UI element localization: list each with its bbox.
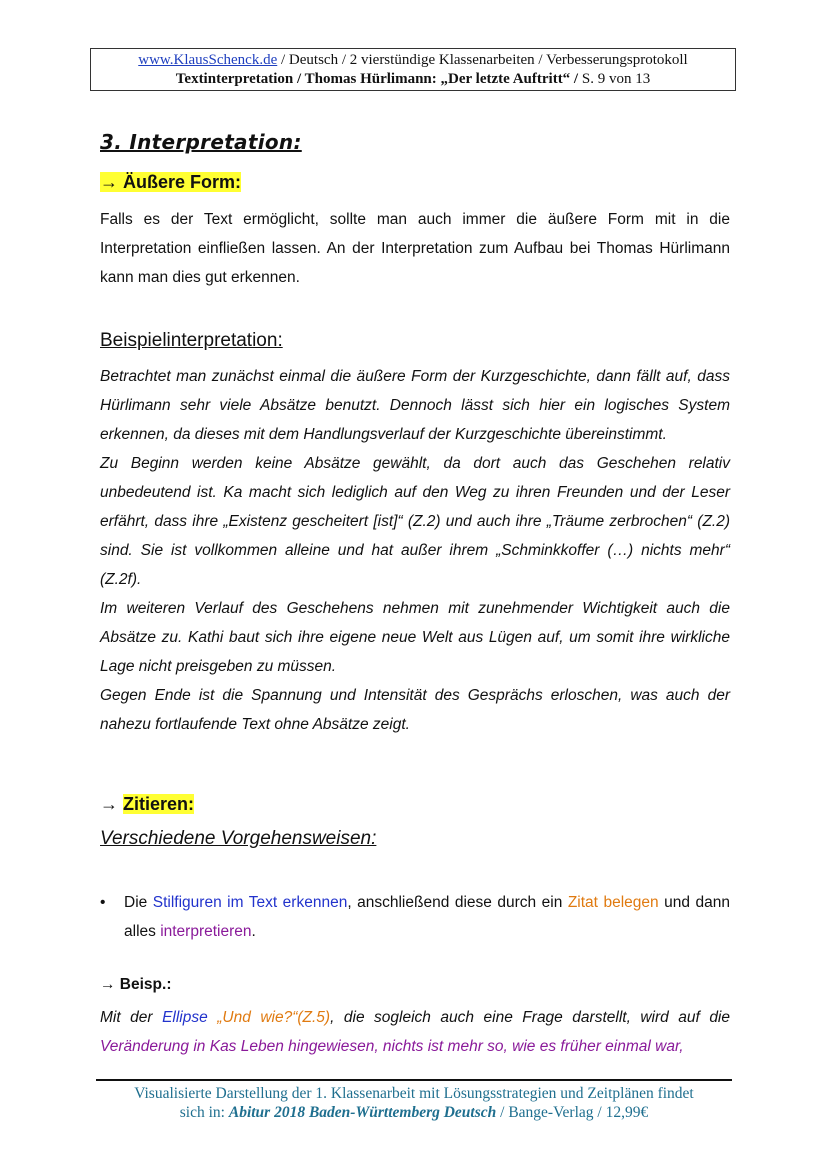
page-header: [90, 48, 736, 91]
example-text: Mit der Ellipse „Und wie?“(Z.5), die sogleich auch eine Frage darstellt, wird auf die Veränderung in Kas Leben hingewiesen, nichts ist mehr so, wie es früher einmal war,: [100, 1009, 730, 1055]
example-paragraph-2: Zu Beginn werden keine Absätze gewählt, da dort auch das Geschehen relativ unbedeutend ist. Ka macht sich lediglich auf den Weg zu ihren Freunden und der Leser erfährt, dass ihre „Existenz gescheitert [ist]“ (Z.2) und auch ihre „Träume zerbrochen“ (Z.2) sind. Sie ist vollkommen alleine und hat außer ihrem „Schminkkoffer (…) nichts mehr“ (Z.2f).: [100, 455, 730, 588]
arrow-icon: →: [100, 794, 118, 814]
example-heading: Beispielinterpretation:: [100, 330, 283, 351]
example-paragraph-3: Im weiteren Verlauf des Geschehens nehmen mit zunehmender Wichtigkeit auch die Absätze zu. Kathi baut sich ihre eigene neue Welt aus Lügen auf, um somit ihre wirkliche Lage nicht preisgeben zu müssen.: [100, 600, 730, 675]
page-footer: [96, 1084, 732, 1122]
footer-divider: [96, 1079, 732, 1081]
header-website-link[interactable]: www.KlausSchenck.de: [138, 52, 278, 68]
cite-heading: → Zitieren:: [100, 794, 195, 814]
methods-list: [100, 888, 730, 946]
footer-line-1: Visualisierte Darstellung der 1. Klassenarbeit mit Lösungsstrategien und Zeitplänen findet: [134, 1085, 694, 1102]
example-interpretation: [100, 362, 730, 739]
arrow-icon: →: [100, 172, 118, 192]
header-title: Textinterpretation / Thomas Hürlimann: „Der letzte Auftritt“ /: [175, 71, 579, 87]
example-label: → Beisp.:: [100, 976, 172, 993]
header-line-2: [91, 70, 735, 89]
example-paragraph-1: Betrachtet man zunächst einmal die äußere Form der Kurzgeschichte, dann fällt auf, dass Hürlimann sehr viele Absätze benutzt. Dennoch lässt sich hier ein logisches System erkennen, da dieses mit dem Handlungsverlauf der Kurzgeschichte übereinstimmt.: [100, 368, 730, 443]
methods-heading: Verschiedene Vorgehensweisen:: [100, 828, 377, 849]
section-title: 3. Interpretation:: [100, 130, 302, 154]
header-path: / Deutsch / 2 vierstündige Klassenarbeiten / Verbesserungsprotokoll: [277, 52, 688, 68]
bullet-icon: •: [100, 894, 106, 911]
example-paragraph-4: Gegen Ende ist die Spannung und Intensität des Gesprächs erloschen, was auch der nahezu fortlaufende Text ohne Absätze zeigt.: [100, 687, 730, 733]
form-heading: → Äußere Form:: [100, 172, 242, 192]
header-page-number: S. 9 von 13: [578, 71, 651, 87]
form-text: Falls es der Text ermöglicht, sollte man auch immer die äußere Form mit in die Interpretation einfließen lassen. An der Interpretation zum Aufbau bei Thomas Hürlimann kann man dies gut erkennen.: [100, 211, 730, 286]
book-title: Abitur 2018 Baden-Württemberg Deutsch: [228, 1104, 497, 1121]
list-item: • Die Stilfiguren im Text erkennen, anschließend diese durch ein Zitat belegen und dann alles interpretieren.: [100, 888, 730, 946]
footer-line-2: sich in: Abitur 2018 Baden-Württemberg Deutsch / Bange-Verlag / 12,99€: [179, 1104, 649, 1121]
header-line-1: [91, 51, 735, 70]
